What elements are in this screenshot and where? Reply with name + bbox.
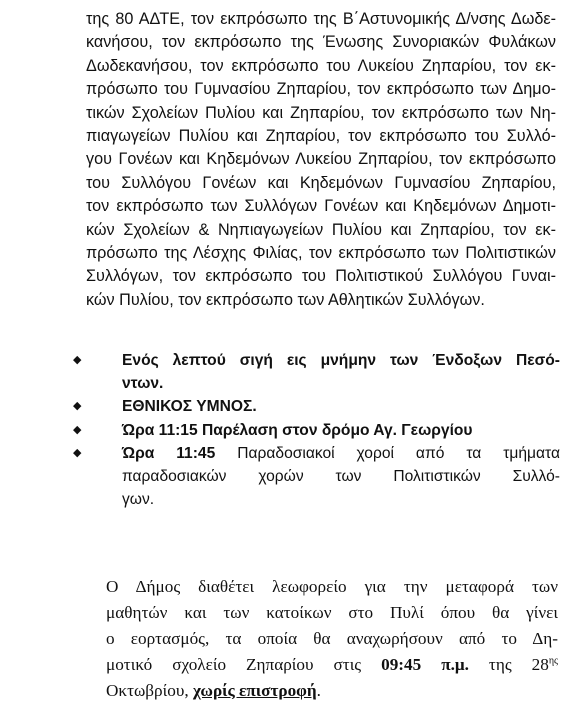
text-line: Συλλόγων, τον εκπρόσωπο του Πολιτιστικού Συλλόγου Γυναι- bbox=[86, 267, 556, 286]
item-text: ΕΘΝΙΚΟΣ ΥΜΝΟΣ. bbox=[122, 398, 257, 416]
item-text: Ενός λεπτού σιγή εις μνήμην των Ένδοξων Πεσό- bbox=[122, 352, 560, 369]
list-item bbox=[70, 349, 560, 395]
text-line bbox=[106, 652, 558, 678]
text-line: Δωδεκανήσου, τον εκπρόσωπο του Λυκείου Ζηπαρίου, τον εκ- bbox=[86, 56, 556, 75]
text-line bbox=[106, 678, 558, 704]
text-line: ο εορτασμός, τα οποία θα αναχωρήσουν από το Δη- bbox=[106, 629, 558, 648]
diamond-bullet-icon: ◆ bbox=[73, 423, 82, 436]
item-time: Ώρα 11:45 bbox=[122, 444, 216, 462]
item-text bbox=[122, 442, 560, 465]
text-segment: μοτικό σχολείο Ζηπαρίου στις bbox=[106, 655, 382, 674]
text-line: πιαγωγείων Πυλίου και Ζηπαρίου, τον εκπρόσωπο του Συλλό- bbox=[86, 127, 556, 146]
departure-time: 09:45 π.μ. bbox=[381, 655, 469, 674]
diamond-bullet-icon: ◆ bbox=[73, 400, 82, 413]
list-item bbox=[70, 442, 560, 512]
diamond-bullet-icon: ◆ bbox=[73, 446, 82, 459]
no-return-emphasis: χωρίς επιστροφή bbox=[192, 681, 317, 700]
list-item bbox=[70, 395, 560, 418]
text-line: Ο Δήμος διαθέτει λεωφορείο για την μεταφορά των bbox=[106, 577, 558, 596]
item-text: γων. bbox=[122, 491, 155, 509]
item-text-rest: Παραδοσιακοί χοροί από τα τμήματα bbox=[215, 444, 560, 462]
item-text: παραδοσιακών χορών των Πολιτιστικών Συλλό- bbox=[122, 468, 560, 486]
ordinal-suffix: ης bbox=[548, 655, 559, 667]
text-line: κών Σχολείων & Νηπιαγωγείων Πυλίου και Ζηπαρίου, τον εκ- bbox=[86, 220, 556, 239]
list-item bbox=[70, 419, 560, 442]
paragraph-bus-transport bbox=[106, 574, 558, 704]
program-list bbox=[70, 349, 560, 511]
text-segment: . bbox=[316, 681, 321, 700]
text-line: τον εκπρόσωπο των Συλλόγων Γονέων και Κηδεμόνων Δημοτι- bbox=[86, 197, 556, 216]
text-line: πρόσωπο της Λέσχης Φιλίας, τον εκπρόσωπο των Πολιτιστικών bbox=[86, 244, 556, 263]
diamond-bullet-icon: ◆ bbox=[73, 354, 82, 366]
text-line: τικών Σχολείων Πυλίου και Ζηπαρίου, τον εκπρόσωπο των Νη- bbox=[86, 103, 556, 122]
item-text: ντων. bbox=[122, 375, 164, 393]
item-text: Ώρα 11:15 Παρέλαση στον δρόμο Αγ. Γεωργίου bbox=[122, 421, 473, 439]
text-line: γου Γονέων και Κηδεμόνων Λυκείου Ζηπαρίου, τον εκπρόσωπο bbox=[86, 150, 556, 169]
text-line: μαθητών και των κατοίκων στο Πυλί όπου θα γίνει bbox=[106, 603, 558, 622]
text-segment: της 28 bbox=[468, 655, 549, 674]
text-line: πρόσωπο του Γυμνασίου Ζηπαρίου, τον εκπρόσωπο των Δημο- bbox=[86, 80, 556, 99]
text-line: κανήσου, τον εκπρόσωπο της Ένωσης Συνοριακών Φυλάκων bbox=[86, 33, 556, 52]
text-line: της 80 ΑΔΤΕ, τον εκπρόσωπο της Β΄Αστυνομικής Δ/νσης Δωδε- bbox=[86, 10, 556, 28]
text-line: κών Πυλίου, τον εκπρόσωπο των Αθλητικών Συλλόγων. bbox=[86, 290, 485, 309]
text-segment: Οκτωβρίου, bbox=[106, 681, 193, 700]
paragraph-representatives bbox=[86, 8, 556, 312]
text-line: του Συλλόγου Γονέων και Κηδεμόνων Γυμνασίου Ζηπαρίου, bbox=[86, 173, 556, 192]
